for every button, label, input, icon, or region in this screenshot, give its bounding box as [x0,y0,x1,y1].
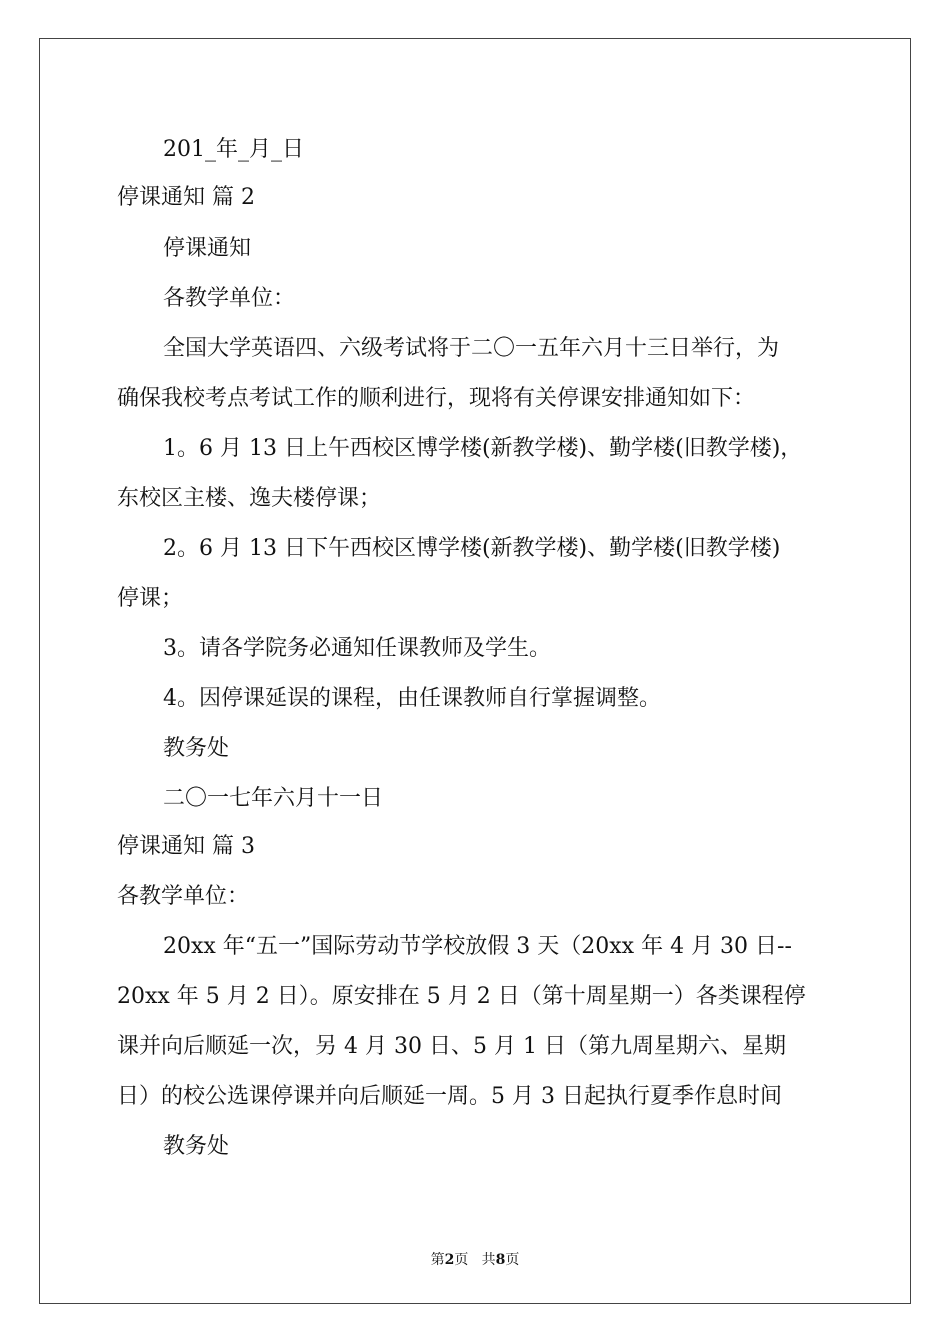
date-placeholder-line: 201_年_月_日 [163,137,304,162]
paragraph-line: 全国大学英语四、六级考试将于二〇一五年六月十三日举行，为 [163,336,780,361]
paragraph-line: 课并向后顺延一次，另 4 月 30 日、5 月 1 日（第九周星期六、星期 [117,1034,786,1059]
paragraph-line: 20xx 年 5 月 2 日）。原安排在 5 月 2 日（第十周星期一）各类课程停 [117,984,806,1009]
notice-title: 停课通知 [163,236,252,261]
footer-total-unit: 页 [505,1252,520,1268]
footer-total-pages: 8 [495,1252,506,1268]
section-heading-2: 停课通知 篇 2 [117,185,255,210]
footer-page-unit: 页 [454,1252,469,1268]
list-item-1-cont: 东校区主楼、逸夫楼停课； [117,486,382,511]
list-item-1: 1。6 月 13 日上午西校区博学楼(新教学楼)、勤学楼(旧教学楼)， [163,436,803,461]
page-frame [39,38,911,1304]
section-heading-3: 停课通知 篇 3 [117,834,255,859]
footer-prefix: 第 [430,1252,445,1268]
signature-date: 二〇一七年六月十一日 [163,786,384,811]
list-item-3: 3。请各学院务必通知任课教师及学生。 [163,636,551,661]
list-item-2: 2。6 月 13 日下午西校区博学楼(新教学楼)、勤学楼(旧教学楼) [163,536,781,561]
list-item-4: 4。因停课延误的课程，由任课教师自行掌握调整。 [163,686,661,711]
salutation-2: 各教学单位： [117,884,250,909]
list-item-2-cont: 停课； [117,586,184,611]
signature-office: 教务处 [163,736,230,761]
paragraph-line: 确保我校考点考试工作的顺利进行，现将有关停课安排通知如下： [117,386,756,411]
salutation: 各教学单位： [163,286,296,311]
paragraph-line: 日）的校公选课停课并向后顺延一周。5 月 3 日起执行夏季作息时间 [117,1084,782,1109]
paragraph-line: 20xx 年“五一”国际劳动节学校放假 3 天（20xx 年 4 月 30 日-- [163,934,792,959]
signature-office-2: 教务处 [163,1134,230,1159]
page-footer [0,1249,950,1269]
footer-total-prefix: 共 [481,1252,496,1268]
footer-current-page: 2 [444,1252,455,1268]
